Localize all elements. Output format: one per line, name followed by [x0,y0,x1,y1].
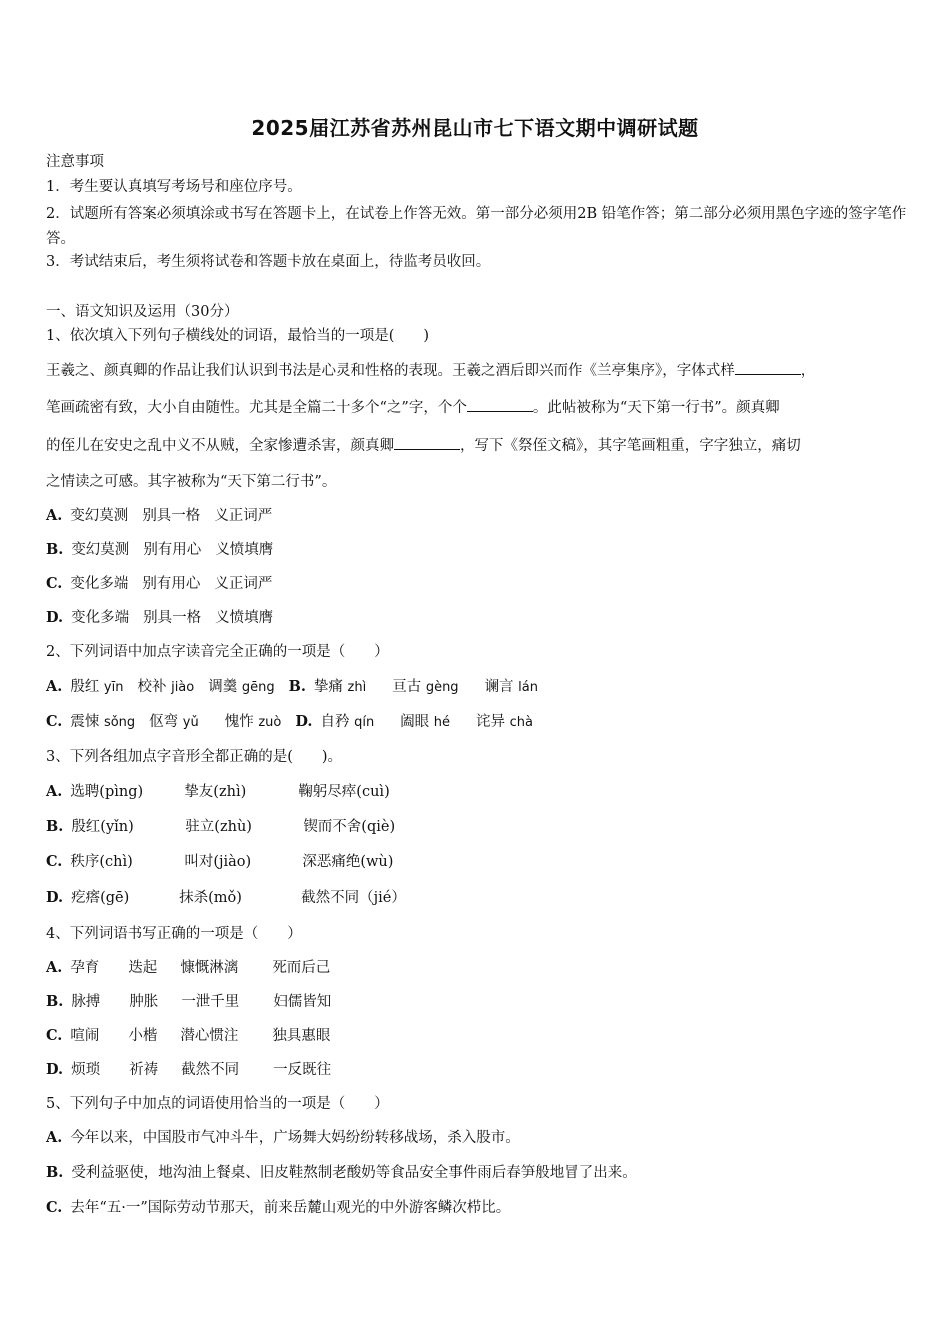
option-word: 自矜 [320,714,350,730]
option-text: 去年“五·一”国际劳动节那天，前来岳麓山观光的中外游客鳞次栉比。 [70,1200,511,1216]
option-word: 孕育 [70,960,100,976]
option-word: 义愤填膺 [215,542,274,558]
option-word: 喧闹 [70,1028,100,1044]
q1-passage-text: ，写下《祭侄文稿》，其字笔画粗重，字字独立，痛切 [460,438,801,454]
q1-passage-text: ， [800,363,816,379]
pinyin: yīn [103,680,124,695]
option-word: 别具一格 [142,508,201,524]
option-item: 殷红(yǐn) [71,819,134,835]
pinyin: zuò [258,715,282,730]
q1-passage-line-4: 之情读之可感。其字被称为“天下第二行书”。 [46,474,337,490]
option-word: 独具惠眼 [272,1028,331,1044]
notice-item-2: 2．试题所有答案必须填涂或书写在答题卡上，在试卷上作答无效。第一部分必须用2B 铅笔作答；第二部分必须用黑色字迹的签字笔作答。 [46,206,907,247]
q2-options-ab [46,677,538,698]
q1-stem: 1、依次填入下列句子横线处的词语，最恰当的一项是( ) [46,328,430,344]
q1-passage-line-1 [46,360,815,381]
option-item: 截然不同（jié） [301,890,406,906]
option-letter: C. [46,1199,63,1216]
q1-passage-text: 笔画疏密有致，大小自由随性。尤其是全篇二十多个“之”字，个个 [46,400,467,416]
option-word: 义正词严 [214,508,273,524]
q3-option-b [46,817,395,837]
q2-options-cd [46,712,533,733]
q3-option-d [46,888,406,908]
notice-heading: 注意事项 [46,154,104,170]
option-word: 阖眼 [400,714,430,730]
q3-stem: 3、下列各组加点字音形全都正确的是( )。 [46,749,343,765]
option-word: 小楷 [128,1028,158,1044]
option-letter: D. [46,1061,64,1078]
q3-option-c [46,852,393,872]
option-letter: D. [46,609,64,626]
option-word: 震悚 [70,714,100,730]
q1-passage-text: 。此帖被称为“天下第一行书”。颜真卿 [532,400,780,416]
q1-passage-text: 王羲之、颜真卿的作品让我们认识到书法是心灵和性格的表现。王羲之酒后即兴而作《兰亭集序》，字体式样 [46,363,735,379]
q1-option-d [46,608,273,628]
option-word: 潜心惯注 [180,1028,239,1044]
option-letter: B. [46,818,64,835]
option-word: 慷慨淋漓 [180,960,239,976]
option-letter: C. [46,1027,63,1044]
option-letter: A. [46,1129,63,1146]
option-letter: A. [46,507,63,524]
option-word: 一反既往 [273,1062,332,1078]
option-letter: B. [46,1164,64,1181]
pinyin: hé [433,715,451,730]
notice-item-1: 1．考生要认真填写考场号和座位序号。 [46,179,302,195]
pinyin: jiào [171,680,195,695]
option-item: 锲而不舍(qiè) [303,819,396,835]
pinyin: chà [509,715,534,730]
option-word: 谰言 [484,679,514,695]
option-word: 义愤填膺 [215,610,274,626]
option-letter: B. [46,541,64,558]
q4-option-b [46,992,331,1012]
option-word: 一泄千里 [181,994,240,1010]
option-item: 驻立(zhù) [185,819,252,835]
option-word: 变幻莫测 [71,542,130,558]
q1-passage-line-3 [46,435,801,456]
option-item: 选聘(pìng) [70,784,144,800]
option-word: 愧怍 [224,714,254,730]
option-word: 伛弯 [149,714,179,730]
option-word: 殷红 [70,679,100,695]
option-word: 变化多端 [70,576,129,592]
option-letter: A. [46,783,63,800]
q2-stem: 2、下列词语中加点字读音完全正确的一项是（ ） [46,644,389,660]
option-text: 今年以来，中国股市气冲斗牛，广场舞大妈纷纷转移战场，杀入股市。 [70,1130,520,1146]
q5-stem: 5、下列句子中加点的词语使用恰当的一项是（ ） [46,1096,389,1112]
pinyin: qín [354,715,375,730]
option-word: 调羹 [208,679,238,695]
q5-option-a [46,1128,520,1148]
q1-option-c [46,574,272,594]
option-word: 肿胀 [129,994,159,1010]
option-word: 义正词严 [214,576,273,592]
q1-passage-text: 的侄儿在安史之乱中义不从贼，全家惨遭杀害，颜真卿 [46,438,394,454]
exam-title: 2025届江苏省苏州昆山市七下语文期中调研试题 [251,116,699,140]
q1-option-b [46,540,273,560]
notice-item-3: 3．考试结束后，考生须将试卷和答题卡放在桌面上，待监考员收回。 [46,254,491,270]
option-word: 变化多端 [71,610,130,626]
q4-option-d [46,1060,331,1080]
option-item: 叫对(jiào) [184,854,252,870]
pinyin: zhì [347,680,367,695]
q5-option-c [46,1198,510,1218]
option-word: 妇儒皆知 [273,994,332,1010]
option-word: 亘古 [392,679,422,695]
option-word: 截然不同 [181,1062,240,1078]
option-word: 死而后己 [272,960,331,976]
option-word: 校补 [137,679,167,695]
option-word: 诧异 [476,714,506,730]
answer-blank-2 [467,397,533,412]
option-word: 变幻莫测 [70,508,129,524]
pinyin: sǒng [103,715,136,730]
answer-blank-3 [394,435,460,450]
option-item: 深恶痛绝(wù) [302,854,394,870]
pinyin: gèng [425,680,459,695]
option-letter: D. [46,889,64,906]
q3-option-a [46,782,390,802]
q4-stem: 4、下列词语书写正确的一项是（ ） [46,926,302,942]
q1-option-a [46,506,272,526]
option-letter: D. [295,713,313,730]
option-word: 别有用心 [142,576,201,592]
option-item: 鞠躬尽瘁(cuì) [298,784,390,800]
option-letter: C. [46,853,63,870]
option-item: 抹杀(mǒ) [179,890,242,906]
q4-option-a [46,958,330,978]
option-letter: A. [46,678,63,695]
pinyin: gēng [241,680,275,695]
pinyin: yǔ [182,715,199,730]
option-word: 烦琐 [71,1062,101,1078]
q4-option-c [46,1026,330,1046]
option-letter: B. [46,993,64,1010]
option-word: 别具一格 [143,610,202,626]
option-word: 迭起 [128,960,158,976]
option-item: 疙瘩(gē) [71,890,130,906]
option-letter: C. [46,575,63,592]
q1-passage-line-2 [46,397,780,418]
option-word: 脉搏 [71,994,101,1010]
pinyin: lán [518,680,538,695]
section-heading: 一、语文知识及运用（30分） [46,304,239,320]
option-item: 挚友(zhì) [184,784,247,800]
option-word: 祈祷 [129,1062,159,1078]
option-text: 受利益驱使，地沟油上餐桌、旧皮鞋熬制老酸奶等食品安全事件雨后春笋般地冒了出来。 [71,1165,637,1181]
option-letter: B. [288,678,306,695]
option-letter: C. [46,713,63,730]
option-letter: A. [46,959,63,976]
option-item: 秩序(chì) [70,854,133,870]
answer-blank-1 [735,360,801,375]
option-word: 别有用心 [143,542,202,558]
option-word: 挚痛 [313,679,343,695]
q5-option-b [46,1163,637,1183]
